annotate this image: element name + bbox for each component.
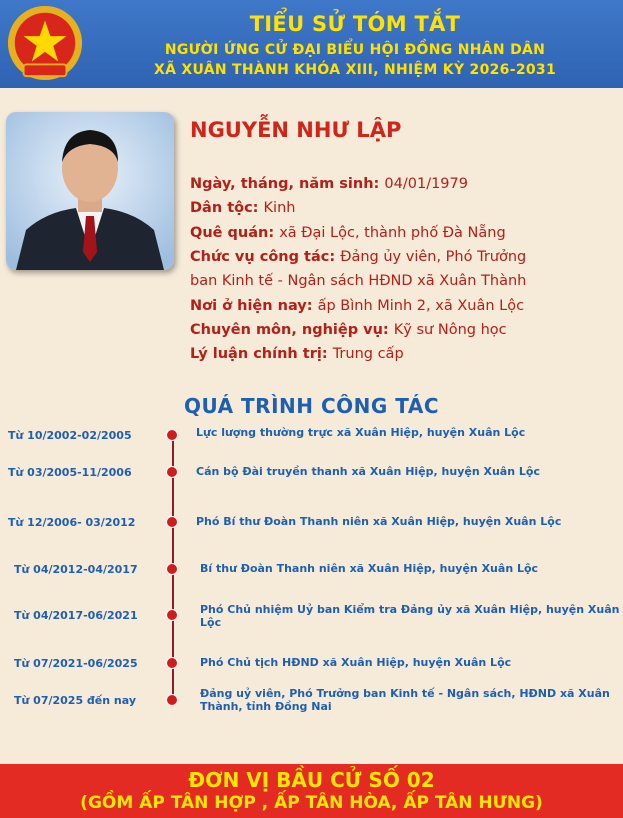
timeline-text: Cán bộ Đài truyền thanh xã Xuân Hiệp, huyện Xuân Lộc: [196, 465, 540, 478]
info-position: [190, 245, 526, 269]
timeline-date: Từ 10/2002-02/2005: [8, 429, 132, 442]
timeline-text: Bí thư Đoàn Thanh niên xã Xuân Hiệp, huyện Xuân Lộc: [200, 562, 539, 575]
electoral-unit-areas: (GỒM ẤP TÂN HỢP , ẤP TÂN HÒA, ẤP TÂN HƯNG): [80, 793, 543, 813]
info-hometown: [190, 221, 506, 245]
portrait-image: [6, 112, 174, 270]
header-banner: [0, 0, 623, 88]
info-label: Dân tộc:: [190, 200, 259, 216]
info-residence: [190, 294, 524, 318]
info-political-theory: [190, 342, 404, 366]
timeline-date: Từ 12/2006- 03/2012: [8, 516, 136, 529]
info-value: ấp Bình Minh 2, xã Xuân Lộc: [317, 298, 525, 314]
timeline-text: Lực lượng thường trực xã Xuân Hiệp, huyện Xuân Lộc: [196, 426, 526, 439]
timeline-text: Phó Bí thư Đoàn Thanh niên xã Xuân Hiệp, huyện Xuân Lộc: [196, 515, 562, 528]
info-label: Nơi ở hiện nay:: [190, 298, 313, 314]
timeline-date: Từ 07/2021-06/2025: [14, 657, 138, 670]
timeline-text: Phó Chủ nhiệm Uỷ ban Kiểm tra Đảng ủy xã Xuân Hiệp, huyện Xuân Lộc: [200, 603, 620, 629]
timeline-dot-icon: [166, 694, 178, 706]
page-title: TIỂU SỬ TÓM TẮT: [249, 12, 461, 36]
timeline-dot-icon: [166, 563, 178, 575]
info-value: xã Đại Lộc, thành phố Đà Nẵng: [279, 225, 506, 241]
page-subtitle-2: XÃ XUÂN THÀNH KHÓA XIII, NHIỆM KỲ 2026-2031: [154, 62, 556, 78]
timeline-date: Từ 03/2005-11/2006: [8, 466, 132, 479]
info-label: Ngày, tháng, năm sinh:: [190, 176, 380, 192]
info-label: Chuyên môn, nghiệp vụ:: [190, 322, 389, 338]
page-subtitle-1: NGƯỜI ỨNG CỬ ĐẠI BIỂU HỘI ĐỒNG NHÂN DÂN: [164, 42, 546, 58]
info-birthdate: [190, 172, 468, 196]
timeline-dot-icon: [166, 466, 178, 478]
timeline-date: Từ 04/2017-06/2021: [14, 609, 138, 622]
info-value: Kinh: [263, 200, 296, 216]
timeline-dot-icon: [166, 516, 178, 528]
timeline-dot-icon: [166, 429, 178, 441]
info-label: Lý luận chính trị:: [190, 346, 328, 362]
info-ethnicity: [190, 196, 295, 220]
electoral-unit-title: ĐƠN VỊ BẦU CỬ SỐ 02: [188, 768, 435, 792]
info-value: Kỹ sư Nông học: [393, 322, 507, 338]
info-value: ban Kinh tế - Ngân sách HĐND xã Xuân Thành: [190, 273, 527, 289]
info-position-cont: [190, 269, 526, 293]
timeline-dot-icon: [166, 657, 178, 669]
candidate-photo: [6, 112, 174, 270]
info-value: 04/01/1979: [384, 176, 468, 192]
timeline-date: Từ 04/2012-04/2017: [14, 563, 138, 576]
timeline-dot-icon: [166, 609, 178, 621]
info-value: Đảng ủy viên, Phó Trưởng: [340, 249, 527, 265]
timeline-date: Từ 07/2025 đến nay: [14, 694, 137, 707]
timeline-text: Phó Chủ tịch HĐND xã Xuân Hiệp, huyện Xuân Lộc: [200, 656, 512, 669]
timeline-text: Đảng uỷ viên, Phó Trưởng ban Kinh tế - Ngân sách, HĐND xã Xuân Thành, tỉnh Đồng Nai: [200, 687, 610, 713]
national-emblem-icon: [6, 4, 84, 82]
candidate-name: NGUYỄN NHƯ LẬP: [190, 118, 402, 142]
career-section-title: QUÁ TRÌNH CÔNG TÁC: [183, 394, 440, 418]
info-label: Chức vụ công tác:: [190, 249, 336, 265]
footer-banner: [0, 764, 623, 818]
info-profession: [190, 318, 507, 342]
info-label: Quê quán:: [190, 225, 275, 241]
info-value: Trung cấp: [332, 346, 404, 362]
